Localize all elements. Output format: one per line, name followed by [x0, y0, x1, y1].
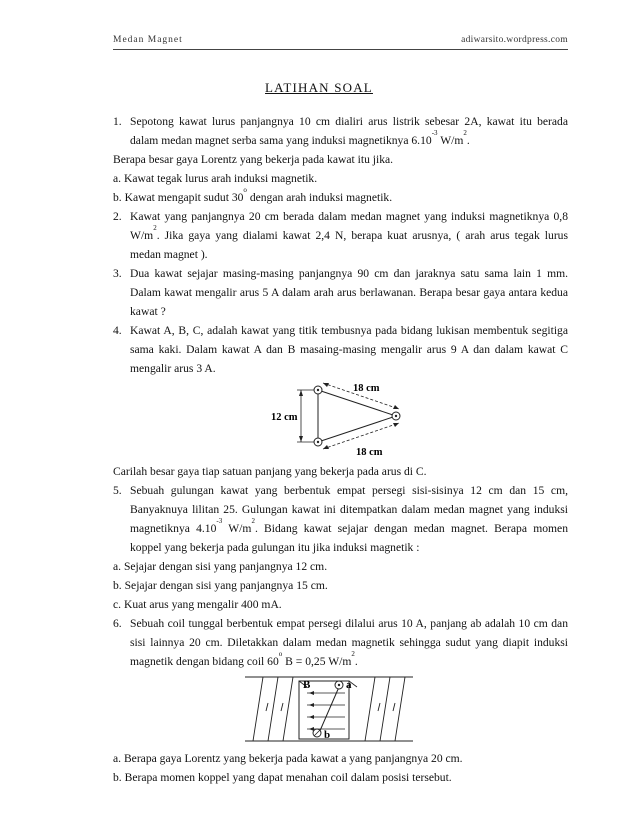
question-text: Dua kawat sejajar masing-masing panjangnya 90 cm dan jaraknya satu sama lain 1 mm. Dalam kawat mengalir arus 5 A dalam arah arus berlawanan. Berapa besar gaya antara kedua kawat ?: [130, 267, 568, 318]
question-text-end: . Jika gaya yang dialami kawat 2,4 N, berapa kuat arusnya, ( arah arus tegak lurus medan magnet ).: [130, 229, 568, 261]
dimension-dashed-bottom: [323, 423, 399, 449]
question-text: Sebuah coil tunggal berbentuk empat persegi dilalui arus 10 A, panjang ab adalah 10 cm dan sisi lainnya 20 cm. Diletakkan dalam medan magnetik sehingga sudut yang diapit induksi magnetik dengan bidang coil 60: [130, 617, 568, 668]
question-6: [113, 614, 568, 671]
exercise-list: [113, 112, 568, 787]
triangle-wire-figure: [113, 378, 568, 462]
header-site: adiwarsito.wordpress.com: [461, 35, 568, 45]
header-title: Medan Magnet: [113, 35, 183, 45]
superscript: 2: [153, 224, 157, 232]
question-text: Kawat yang panjangnya 20 cm berada dalam medan magnet yang induksi magnetiknya 0,8 W/m: [130, 210, 568, 242]
superscript: 2: [251, 517, 255, 525]
question-5-part-b: b. Sejajar dengan sisi yang panjangnya 15 cm.: [113, 579, 328, 592]
triangle-side-bc: [318, 416, 396, 442]
label-b: b: [324, 729, 331, 741]
arrow-head: [393, 423, 399, 427]
part-text: b. Kawat mengapit sudut 30: [113, 191, 244, 204]
left-pole: [253, 677, 293, 741]
question-text-unit: W/m: [222, 522, 252, 535]
question-6-part-a: a. Berapa gaya Lorentz yang bekerja pada kawat a yang panjangnya 20 cm.: [113, 752, 463, 765]
question-1-prompt: Berapa besar gaya Lorentz yang bekerja pada kawat itu jika.: [113, 153, 394, 166]
question-3: [113, 264, 568, 321]
right-pole: [365, 677, 405, 741]
superscript: -3: [216, 517, 223, 525]
label-18cm-top: 18 cm: [353, 383, 380, 394]
question-text-end: . Bidang kawat sejajar dengan medan magnet. Berapa momen koppel yang bekerja pada gulungan itu jika induksi magnetik :: [130, 522, 568, 554]
question-4: [113, 321, 568, 378]
coil-figure: [113, 671, 568, 749]
label-B: B: [303, 679, 311, 691]
question-text: Sepotong kawat lurus panjangnya 10 cm dialiri arus listrik sebesar 2A, kawat itu berada dalam medan magnet serba sama yang induksi magnetiknya 6.10: [130, 115, 568, 147]
question-text-end: .: [466, 134, 470, 147]
superscript: o: [243, 186, 247, 194]
question-text: Kawat A, B, C, adalah kawat yang titik tembusnya pada bidang lukisan membentuk segitiga sama kaki. Dalam kawat A dan B masaing-masing mengalir arus 9 A dan dalam kawat C mengalir arus 3 A.: [130, 324, 568, 375]
question-number: 4.: [113, 324, 122, 337]
question-number: 3.: [113, 267, 122, 280]
part-text-end: dengan arah induksi magnetik.: [246, 191, 393, 204]
superscript: o: [278, 650, 283, 658]
arrow-head: [299, 390, 303, 396]
question-text-unit: W/m: [437, 134, 464, 147]
question-text-end: .: [354, 655, 358, 668]
page-title: LATIHAN SOAL: [265, 80, 373, 95]
question-number: 5.: [113, 484, 122, 497]
triangle-diagram: [113, 378, 568, 462]
question-4-prompt: Carilah besar gaya tiap satuan panjang yang bekerja pada arus di C.: [113, 465, 427, 478]
superscript: 2: [463, 129, 467, 137]
superscript: -3: [431, 129, 438, 137]
question-1-part-b: [113, 188, 568, 207]
coil-diagram: [113, 671, 568, 749]
question-5-part-c: c. Kuat arus yang mengalir 400 mA.: [113, 598, 282, 611]
wire-c-dot: [395, 415, 397, 417]
question-6-part-b: b. Berapa momen koppel yang dapat menahan coil dalam posisi tersebut.: [113, 771, 452, 784]
wire-a-dot: [338, 684, 340, 686]
question-number: 1.: [113, 115, 122, 128]
label-12cm: 12 cm: [271, 412, 298, 423]
question-1-part-a: a. Kawat tegak lurus arah induksi magnetik.: [113, 172, 318, 185]
wire-b-dot: [317, 441, 319, 443]
question-number: 2.: [113, 210, 122, 223]
superscript: 2: [351, 650, 355, 658]
label-a: a: [346, 679, 352, 691]
arrow-head: [393, 405, 399, 409]
question-text: Sebuah gulungan kawat yang berbentuk empat persegi sisi-sisinya 12 cm dan 15 cm, Banyaknuya lilitan 25. Gulungan kawat ini ditempatkan dalam medan magnet yang induksi magnetiknya 4.10: [130, 484, 568, 535]
question-5: [113, 481, 568, 557]
question-2: [113, 207, 568, 264]
header-rule: [113, 49, 568, 50]
arrow-head: [299, 436, 303, 442]
label-18cm-bottom: 18 cm: [356, 447, 383, 458]
question-5-part-a: a. Sejajar dengan sisi yang panjangnya 12 cm.: [113, 560, 328, 573]
question-1: [113, 112, 568, 150]
question-number: 6.: [113, 617, 122, 630]
wire-a-dot: [317, 389, 319, 391]
question-text-unit: B = 0,25 W/m: [282, 655, 352, 668]
